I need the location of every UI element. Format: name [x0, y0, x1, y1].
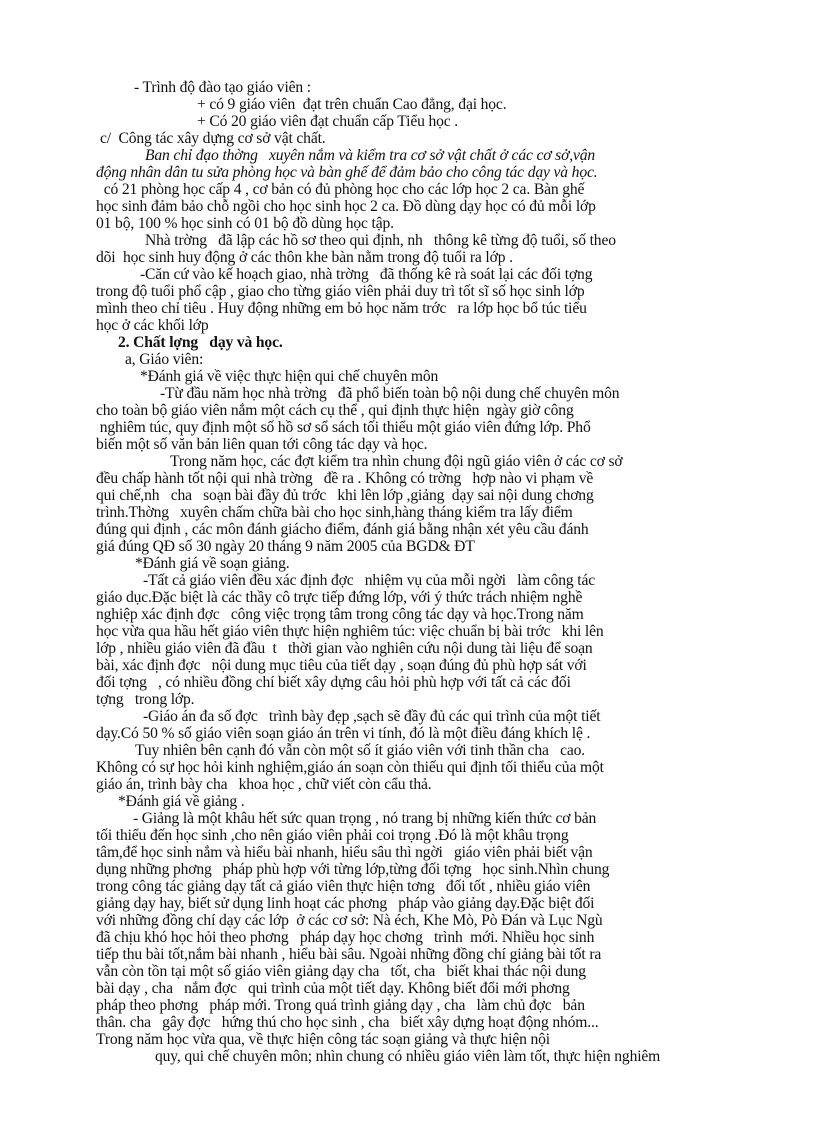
- text-line: có 21 phòng học cấp 4 , cơ bản có đủ phòng học cho các lớp học 2 ca. Bàn ghế: [100, 181, 585, 198]
- text-line: tâm,để học sinh nắm và hiểu bài nhanh, hiểu sâu thì ngời giáo viên phải biết vận: [96, 844, 593, 861]
- text-line: pháp theo phơng pháp mới. Trong quá trình giảng dạy , cha làm chủ đợc bản: [96, 997, 585, 1014]
- text-line: giá đúng QĐ số 30 ngày 20 tháng 9 năm 2005 của BGD& ĐT: [96, 538, 475, 555]
- text-line: đối tợng , có nhiều đồng chí biết xây dựng câu hỏi phù hợp với tất cả các đối: [96, 674, 571, 691]
- text-line: dụng những phơng pháp phù hợp với từng lớp,từng đối tợng học sinh.Nhìn chung: [96, 861, 610, 878]
- text-line: Nhà trờng đã lập các hồ sơ theo qui định, nh thông kê từng độ tuổi, số theo: [145, 232, 616, 249]
- text-line: giáo dục.Đặc biệt là các thầy cô trực tiếp đứng lớp, với ý thức trách nhiệm nghề: [96, 589, 583, 606]
- text-line: trong độ tuổi phổ cập , giao cho từng giáo viên phải duy trì tốt sĩ số học sinh lớp: [96, 283, 585, 300]
- section-heading: c/ Công tác xây dựng cơ sở vật chất.: [100, 130, 326, 147]
- text-line: 01 bộ, 100 % học sinh có 01 bộ đồ dùng học tập.: [96, 215, 394, 232]
- subsection-heading: *Đánh giá về soạn giảng.: [135, 555, 290, 572]
- text-line: Không có sự học hỏi kinh nghiệm,giáo án soạn còn thiếu qui định tối thiểu của một: [96, 759, 604, 776]
- subsection-heading: a, Giáo viên:: [125, 351, 204, 368]
- text-line: giáo án, trình bày cha khoa học , chữ viết còn cẩu thả.: [96, 776, 432, 793]
- text-line: đúng qui định , các môn đánh giácho điểm, đánh giá bằng nhận xét yêu cầu đánh: [96, 521, 589, 538]
- text-line: mình theo chỉ tiêu . Huy động những em bỏ học năm trớc ra lớp học bổ túc tiểu: [96, 300, 587, 317]
- text-line: -Giáo án đa số đợc trình bày đẹp ,sạch sẽ đầy đủ các qui trình của một tiết: [143, 708, 601, 725]
- text-line: -Tất cả giáo viên đều xác định đợc nhiệm vụ của mỗi ngời làm công tác: [143, 572, 595, 589]
- text-line: -Căn cứ vào kế hoạch giao, nhà trờng đã thống kê rà soát lại các đối tợng: [140, 266, 593, 283]
- text-line: bài, xác định đợc nội dung mục tiêu của tiết dạy , soạn đúng đủ phù hợp sát với: [96, 657, 587, 674]
- text-line: tiếp thu bài tốt,nắm bài nhanh , hiểu bài sâu. Ngoài những đồng chí giảng bài tốt ra: [96, 946, 602, 963]
- text-line: thân. cha gây đợc hứng thú cho học sinh , cha biết xây dựng hoạt động nhóm...: [96, 1014, 599, 1031]
- text-line: giảng dạy hay, biết sử dụng linh hoạt các phơng pháp vào giảng dạy.Đặc biệt đối: [96, 895, 595, 912]
- text-line: tối thiểu đến học sinh ,cho nên giáo viên phải coi trọng .Đó là một khâu trọng: [96, 827, 569, 844]
- text-line: tợng trong lớp.: [96, 691, 195, 708]
- text-line: + có 9 giáo viên đạt trên chuẩn Cao đẳng, đại học.: [197, 96, 507, 113]
- subsection-heading: *Đánh giá về giảng .: [118, 793, 245, 810]
- text-line: đều chấp hành tốt nội qui nhà trờng đề ra . Không có trờng hợp nào vi phạm về: [96, 470, 594, 487]
- text-line: bài dạy , cha nắm đợc qui trình của một tiết dạy. Không biết đổi mới phơng: [96, 980, 570, 997]
- text-line: Trong năm học vừa qua, về thực hiện công tác soạn giảng và thực hiện nội: [96, 1031, 550, 1048]
- text-line: dạy.Có 50 % số giáo viên soạn giáo án trên vi tính, đó là một điều đáng khích lệ .: [96, 725, 591, 742]
- text-line: trong công tác giảng dạy tất cả giáo viên thực hiện tơng đối tốt , nhiều giáo viên: [96, 878, 591, 895]
- text-line: dõi học sinh huy động ở các thôn khe bàn nằm trong độ tuổi ra lớp .: [96, 249, 513, 266]
- text-line: học ở các khối lớp: [96, 317, 209, 334]
- text-line: lớp , nhiều giáo viên đã đầu t thời gian vào nghiên cứu nội dung tài liệu để soạn: [96, 640, 593, 657]
- text-line: nghiêm túc, quy định một số hồ sơ sổ sách tối thiểu một giáo viên đứng lớp. Phổ: [96, 419, 591, 436]
- text-line: động nhân dân tu sửa phòng học và bàn ghế để đảm bảo cho công tác dạy và học.: [96, 164, 598, 181]
- text-line: -Từ đầu năm học nhà trờng đã phổ biến toàn bộ nội dung chế chuyên môn: [160, 385, 620, 402]
- text-line: biến một số văn bản liên quan tới công tác dạy và học.: [96, 436, 428, 453]
- text-line: qui chế,nh cha soạn bài đầy đủ trớc khi lên lớp ,giảng dạy sai nội dung chơng: [96, 487, 594, 504]
- text-line: quy, qui chế chuyên môn; nhìn chung có nhiều giáo viên làm tốt, thực hiện nghiêm: [155, 1048, 661, 1065]
- text-line: Tuy nhiên bên cạnh đó vẫn còn một số ít giáo viên với tinh thần cha cao.: [135, 742, 586, 759]
- text-line: nghiệp xác định đợc công việc trọng tâm trong công tác dạy và học.Trong năm: [96, 606, 584, 623]
- text-line: học sinh đảm bảo chỗ ngồi cho học sinh học 2 ca. Đồ dùng dạy học có đủ mỗi lớp: [96, 198, 596, 215]
- text-line: trình.Thờng xuyên chấm chữa bài cho học sinh,hàng tháng kiểm tra lấy điểm: [96, 504, 573, 521]
- text-line: + Có 20 giáo viên đạt chuẩn cấp Tiểu học .: [197, 113, 459, 130]
- text-line: học vừa qua hầu hết giáo viên thực hiện nghiêm túc: việc chuẩn bị bài trớc khi lên: [96, 623, 604, 640]
- text-line: với những đồng chí dạy các lớp ở các cơ sở: Nà éch, Khe Mò, Pò Đán và Lục Ngù: [96, 912, 603, 929]
- text-line: đã chịu khó học hỏi theo phơng pháp dạy học chơng trình mới. Nhiều học sinh: [96, 929, 595, 946]
- section-heading: 2. Chất lợng dạy và học.: [118, 334, 283, 351]
- text-line: cho toàn bộ giáo viên nắm một cách cụ thể , qui định thực hiện ngày giờ công: [96, 402, 574, 419]
- text-line: Trong năm học, các đợt kiểm tra nhìn chung đội ngũ giáo viên ở các cơ sở: [170, 453, 623, 470]
- text-line: - Trình độ đào tạo giáo viên :: [134, 79, 311, 96]
- text-line: vẫn còn tồn tại một số giáo viên giảng dạy cha tốt, cha biết khai thác nội dung: [96, 963, 586, 980]
- text-line: Ban chỉ đạo thờng xuyên nắm và kiểm tra cơ sở vật chất ở các cơ sở,vận: [145, 147, 596, 164]
- text-line: - Giảng là một khâu hết sức quan trọng , nó trang bị những kiến thức cơ bản: [133, 810, 597, 827]
- subsection-heading: *Đánh giá về việc thực hiện qui chế chuyên môn: [140, 368, 439, 385]
